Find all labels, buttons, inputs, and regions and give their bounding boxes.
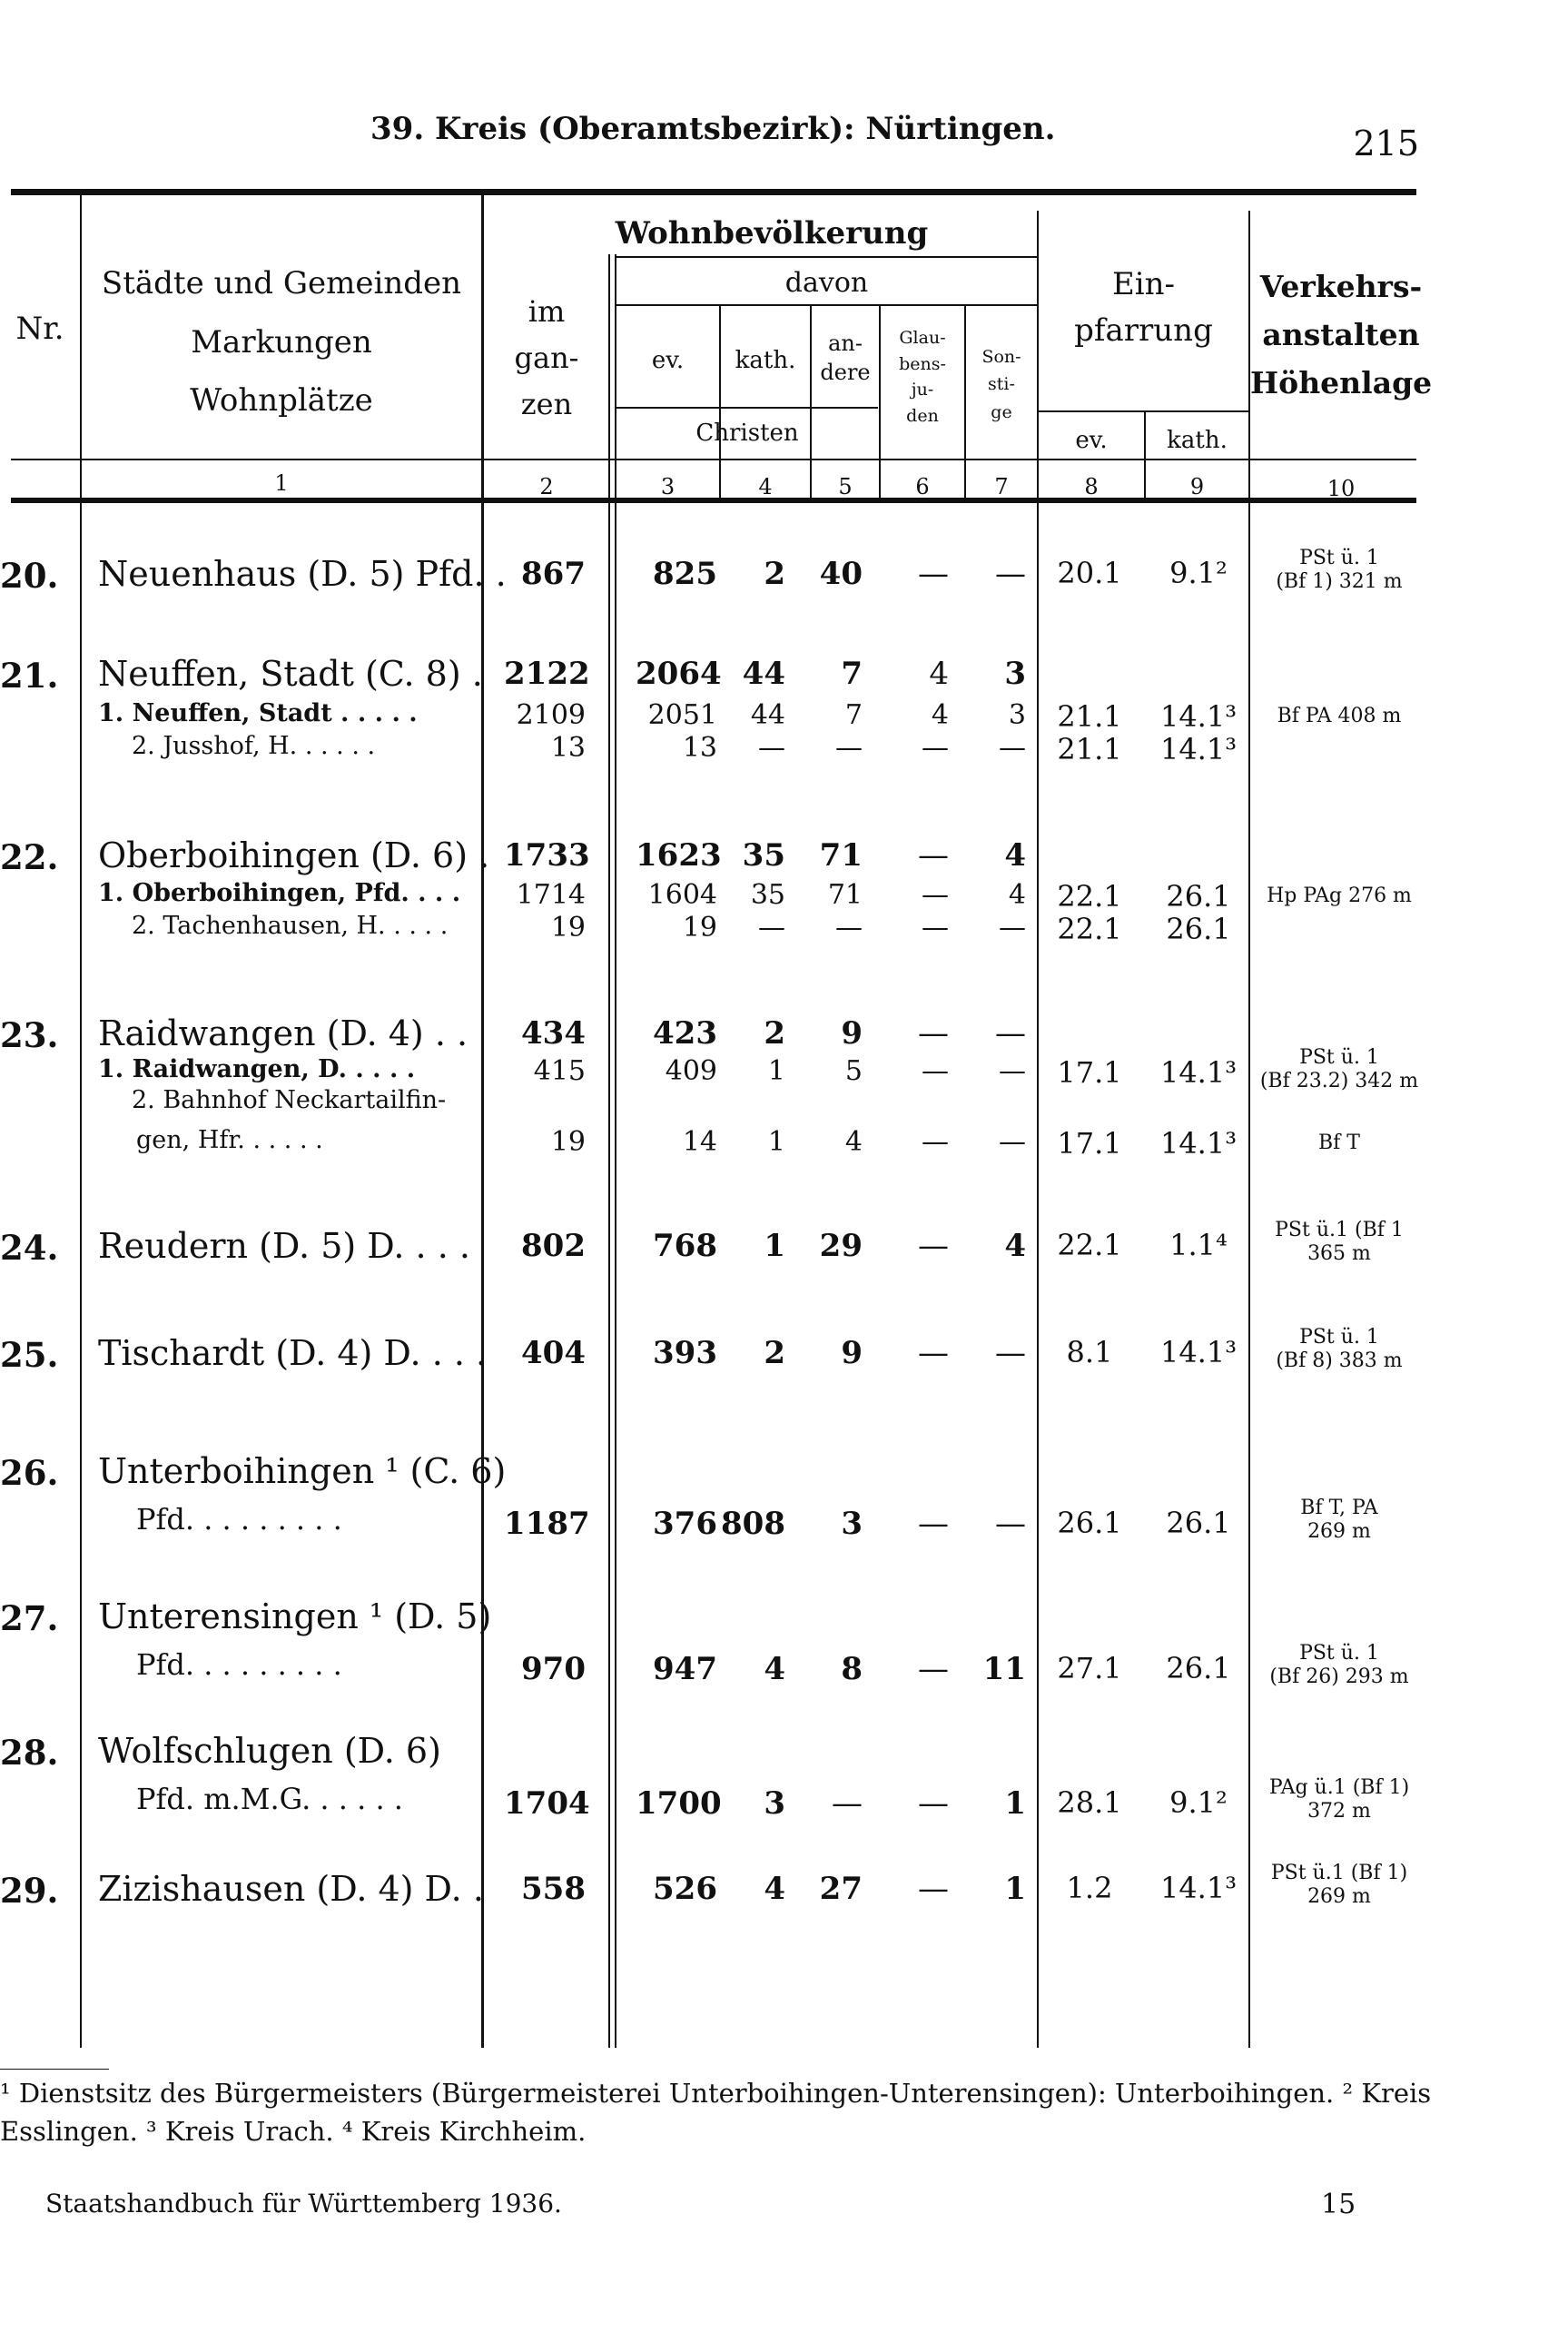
cell-kath: 1 — [767, 1126, 785, 1158]
cell-juden: — — [918, 1015, 949, 1052]
traffic-line: Hp PAg 276 m — [1267, 884, 1412, 907]
footer-source: Staatshandbuch für Württemberg 1936. — [45, 2189, 562, 2219]
cell-traffic — [1257, 1642, 1421, 1690]
header-einpfarrung — [1039, 262, 1248, 354]
cell-ev: 768 — [653, 1228, 717, 1264]
header-verkehr — [1250, 263, 1432, 407]
cell-juden: — — [918, 837, 949, 874]
cell-total: 802 — [521, 1228, 586, 1264]
header-places — [82, 254, 481, 430]
place-name: Zizishausen (D. 4) D. . — [98, 1869, 484, 1909]
cell-pf-kath: 26.1 — [1166, 879, 1231, 914]
cell-sonst: — — [995, 1335, 1026, 1371]
row-number: 29. — [0, 1871, 59, 1911]
cell-traffic — [1257, 1862, 1421, 1910]
cell-pf-kath: 26.1 — [1166, 1651, 1231, 1685]
cell-kath: 2 — [764, 1015, 785, 1052]
header-places-line: Wohnplätze — [190, 382, 373, 420]
header-total-line: zen — [520, 387, 573, 422]
header-andere — [812, 329, 879, 388]
cell-andere: 7 — [841, 656, 863, 692]
cell-pf-ev: 22.1 — [1057, 912, 1122, 946]
cell-kath: 2 — [764, 1335, 785, 1371]
cell-total: 970 — [521, 1651, 586, 1687]
cell-sonst: 1 — [1004, 1871, 1026, 1907]
footer-sheet: 15 — [1321, 2189, 1356, 2220]
colnum: 6 — [915, 474, 930, 499]
cell-traffic — [1257, 705, 1421, 728]
cell-pf-kath: 14.1³ — [1159, 1871, 1238, 1905]
colnum: 7 — [994, 474, 1009, 499]
traffic-line: 269 m — [1307, 1520, 1371, 1544]
header-juden-line: ju- — [911, 380, 934, 400]
rule-davon-sub — [615, 304, 1037, 306]
cell-andere: 9 — [841, 1335, 863, 1371]
header-andere-line: dere — [820, 360, 871, 386]
col-divider — [481, 195, 484, 2048]
cell-juden: — — [918, 1335, 949, 1371]
cell-andere: 27 — [819, 1871, 863, 1907]
place-name: Tischardt (D. 4) D. . . . — [98, 1333, 488, 1373]
rule-davon — [615, 256, 1037, 258]
cell-pf-ev: 17.1 — [1057, 1055, 1122, 1090]
place-name-cont: Pfd. . . . . . . . . — [136, 1647, 342, 1682]
traffic-line: PSt ü. 1 — [1299, 1326, 1379, 1349]
footnote-line: Esslingen. ³ Kreis Urach. ⁴ Kreis Kirchheim. — [0, 2116, 587, 2147]
traffic-line: PAg ü.1 (Bf 1) — [1268, 1776, 1410, 1799]
page-title: 39. Kreis (Oberamtsbezirk): Nürtingen. — [370, 111, 1056, 147]
place-name: Neuenhaus (D. 5) Pfd. . — [98, 554, 507, 594]
cell-pf-kath: 9.1² — [1169, 556, 1228, 590]
header-einpf-ev: ev. — [1075, 427, 1108, 454]
place-name: 2. Tachenhausen, H. . . . . — [132, 912, 449, 940]
cell-kath: 1 — [764, 1228, 785, 1264]
cell-kath: 4 — [764, 1651, 785, 1687]
cell-traffic — [1257, 547, 1421, 595]
cell-andere: 5 — [844, 1055, 863, 1087]
row-number: 20. — [0, 556, 59, 596]
cell-pf-ev: 21.1 — [1057, 732, 1122, 766]
cell-ev: 409 — [665, 1055, 717, 1087]
cell-total: 415 — [533, 1055, 586, 1087]
cell-juden: — — [918, 556, 949, 592]
traffic-line: Bf T — [1318, 1132, 1360, 1154]
header-verkehr-line: anstalten — [1262, 316, 1420, 352]
cell-sonst: — — [999, 732, 1026, 764]
cell-kath: 1 — [767, 1055, 785, 1087]
traffic-line: (Bf 8) 383 m — [1276, 1349, 1403, 1373]
place-name: Reudern (D. 5) D. . . . — [98, 1226, 470, 1266]
row-number: 22. — [0, 837, 59, 877]
cell-juden: — — [918, 1506, 949, 1542]
cell-pf-kath: 14.1³ — [1159, 1126, 1238, 1161]
cell-juden: — — [922, 912, 949, 944]
cell-sonst: 4 — [1004, 837, 1026, 874]
cell-kath: 44 — [750, 699, 785, 731]
rule-einpfarrung — [1037, 410, 1248, 412]
cell-juden: — — [922, 1126, 949, 1158]
cell-pf-kath: 26.1 — [1166, 912, 1231, 946]
colnum: 10 — [1326, 476, 1356, 501]
cell-pf-ev: 28.1 — [1057, 1785, 1122, 1820]
cell-sonst: — — [995, 556, 1026, 592]
header-einpfarrung-line: Ein- — [1111, 266, 1176, 302]
cell-sonst: 3 — [1008, 699, 1026, 731]
cell-ev: 1623 — [636, 837, 722, 874]
cell-ev: 2064 — [636, 656, 722, 692]
footnote-rule — [0, 2069, 109, 2070]
cell-pf-kath: 14.1³ — [1159, 1335, 1238, 1369]
colnum: 8 — [1084, 474, 1099, 499]
cell-andere: — — [832, 1785, 863, 1822]
traffic-line: PSt ü.1 (Bf 1 — [1275, 1219, 1404, 1241]
place-name: 2. Bahnhof Neckartailfin- — [132, 1086, 447, 1114]
cell-total: 19 — [550, 912, 586, 944]
cell-pf-ev: 22.1 — [1057, 1228, 1122, 1262]
colnum: 1 — [274, 470, 289, 496]
cell-kath: 3 — [764, 1785, 785, 1822]
header-sonstige-line: Son- — [981, 347, 1021, 367]
place-name: Neuffen, Stadt (C. 8) . — [98, 654, 483, 694]
cell-sonst: 4 — [1008, 879, 1026, 911]
place-name: 1. Oberboihingen, Pfd. . . . — [98, 879, 461, 907]
cell-traffic — [1257, 884, 1421, 908]
cell-juden: — — [922, 879, 949, 911]
place-name-cont: gen, Hfr. . . . . . — [136, 1126, 323, 1154]
cell-juden: 4 — [929, 656, 949, 692]
cell-pf-kath: 14.1³ — [1159, 732, 1238, 766]
place-name: 1. Raidwangen, D. . . . . — [98, 1055, 416, 1083]
cell-total: 404 — [521, 1335, 586, 1371]
row-number: 21. — [0, 656, 59, 696]
traffic-line: 372 m — [1307, 1800, 1371, 1823]
cell-andere: 40 — [819, 556, 863, 592]
cell-pf-ev: 22.1 — [1057, 879, 1122, 914]
col-divider — [719, 304, 721, 499]
cell-kath: 4 — [764, 1871, 785, 1907]
header-juden-line: Glau- — [899, 328, 946, 348]
cell-sonst: — — [999, 1055, 1026, 1087]
row-number: 23. — [0, 1015, 59, 1055]
cell-ev: 1604 — [647, 879, 717, 911]
cell-andere: — — [835, 732, 863, 764]
cell-andere: 71 — [827, 879, 863, 911]
top-rule — [11, 189, 1416, 195]
cell-juden: 4 — [931, 699, 949, 731]
cell-traffic — [1257, 1497, 1421, 1545]
header-total-line: im — [528, 294, 566, 329]
cell-pf-ev: 21.1 — [1057, 699, 1122, 734]
cell-ev: 393 — [653, 1335, 717, 1371]
header-christen: Christen — [695, 420, 799, 447]
header-places-line: Markungen — [191, 323, 372, 361]
header-total — [485, 289, 608, 429]
cell-traffic — [1257, 1132, 1421, 1155]
header-verkehr-line: Höhenlage — [1250, 364, 1433, 400]
cell-kath: — — [758, 732, 785, 764]
cell-juden: — — [918, 1651, 949, 1687]
cell-pf-kath: 26.1 — [1166, 1506, 1231, 1540]
cell-total: 13 — [550, 732, 586, 764]
cell-sonst: — — [995, 1506, 1026, 1542]
cell-juden: — — [922, 732, 949, 764]
header-kath: kath. — [735, 347, 796, 374]
cell-total: 1704 — [504, 1785, 590, 1822]
cell-andere: 71 — [819, 837, 863, 874]
colnum: 9 — [1189, 474, 1205, 499]
colnum: 4 — [758, 474, 773, 499]
cell-ev: 423 — [653, 1015, 717, 1052]
place-name: Wolfschlugen (D. 6) — [98, 1731, 441, 1771]
cell-traffic — [1257, 1046, 1421, 1094]
col-divider — [608, 254, 610, 2048]
cell-sonst: 3 — [1004, 656, 1026, 692]
cell-pf-kath: 14.1³ — [1159, 699, 1238, 734]
traffic-line: Bf PA 408 m — [1277, 705, 1402, 727]
cell-pf-kath: 9.1² — [1169, 1785, 1228, 1820]
cell-sonst: — — [995, 1015, 1026, 1052]
cell-traffic — [1257, 1326, 1421, 1374]
cell-kath: 2 — [764, 556, 785, 592]
rule-christen — [615, 407, 878, 409]
header-sonstige-line: sti- — [988, 374, 1015, 395]
cell-andere: 9 — [841, 1015, 863, 1052]
traffic-line: 365 m — [1307, 1242, 1371, 1266]
header-einpfarrung-line: pfarrung — [1074, 312, 1213, 349]
cell-ev: 376 — [653, 1506, 717, 1542]
header-glaubensjuden — [881, 325, 964, 429]
row-number: 24. — [0, 1228, 59, 1268]
traffic-line: 269 m — [1307, 1885, 1371, 1909]
header-places-line: Städte und Gemeinden — [101, 265, 462, 301]
traffic-line: PSt ü. 1 — [1299, 1046, 1379, 1069]
cell-total: 558 — [521, 1871, 586, 1907]
cell-sonst: 1 — [1004, 1785, 1026, 1822]
row-number: 25. — [0, 1335, 59, 1375]
cell-andere: 7 — [844, 699, 863, 731]
place-name: 1. Neuffen, Stadt . . . . . — [98, 699, 418, 727]
colnum: 3 — [660, 474, 676, 499]
header-einpf-kath: kath. — [1167, 427, 1228, 454]
cell-total: 19 — [550, 1126, 586, 1158]
row-number: 26. — [0, 1453, 59, 1493]
traffic-line: PSt ü. 1 — [1299, 547, 1379, 569]
cell-andere: 29 — [819, 1228, 863, 1264]
cell-andere: 4 — [844, 1126, 863, 1158]
cell-pf-kath: 1.1⁴ — [1169, 1228, 1228, 1262]
cell-sonst: 11 — [982, 1651, 1026, 1687]
cell-juden: — — [918, 1228, 949, 1264]
page-number: 215 — [1353, 124, 1419, 163]
place-name: 2. Jusshof, H. . . . . . — [132, 732, 376, 760]
cell-pf-ev: 8.1 — [1066, 1335, 1113, 1369]
header-sonstige-line: ge — [991, 401, 1012, 422]
traffic-line: PSt ü.1 (Bf 1) — [1270, 1862, 1408, 1884]
cell-kath: — — [758, 912, 785, 944]
cell-total: 2122 — [504, 656, 590, 692]
cell-ev: 2051 — [647, 699, 717, 731]
cell-andere: 8 — [841, 1651, 863, 1687]
header-rule — [11, 459, 1416, 460]
header-davon: davon — [784, 267, 869, 299]
col-divider — [615, 254, 616, 2048]
header-juden-line: bens- — [899, 353, 946, 374]
cell-sonst: — — [999, 912, 1026, 944]
cell-total: 434 — [521, 1015, 586, 1052]
row-number: 28. — [0, 1733, 59, 1773]
place-name: Raidwangen (D. 4) . . — [98, 1013, 468, 1053]
cell-juden: — — [922, 1055, 949, 1087]
traffic-line: (Bf 1) 321 m — [1276, 570, 1403, 594]
cell-pf-ev: 26.1 — [1057, 1506, 1122, 1540]
cell-andere: 3 — [841, 1506, 863, 1542]
cell-pf-ev: 1.2 — [1066, 1871, 1113, 1905]
place-name-cont: Pfd. . . . . . . . . — [136, 1502, 342, 1537]
cell-traffic — [1257, 1776, 1421, 1824]
cell-juden: — — [918, 1871, 949, 1907]
cell-kath: 35 — [750, 879, 785, 911]
colnum: 2 — [539, 474, 554, 499]
footnote-line: ¹ Dienstsitz des Bürgermeisters (Bürgermeisterei Unterboihingen-Unterensingen): Unterboihingen. ² Kreis — [0, 2078, 1432, 2109]
cell-ev: 526 — [653, 1871, 717, 1907]
cell-pf-ev: 20.1 — [1057, 556, 1122, 590]
place-name-cont: Pfd. m.M.G. . . . . . — [136, 1782, 403, 1816]
cell-total: 867 — [521, 556, 586, 592]
place-name: Unterensingen ¹ (D. 5) — [98, 1596, 492, 1636]
place-name: Oberboihingen (D. 6) . — [98, 835, 490, 875]
cell-total: 1187 — [504, 1506, 590, 1542]
cell-sonst: — — [999, 1126, 1026, 1158]
traffic-line: (Bf 23.2) 342 m — [1259, 1070, 1419, 1093]
cell-total: 1733 — [504, 837, 590, 874]
cell-pf-kath: 14.1³ — [1159, 1055, 1238, 1090]
header-nr: Nr. — [15, 311, 64, 347]
cell-kath: 44 — [742, 656, 785, 692]
cell-pf-ev: 17.1 — [1057, 1126, 1122, 1161]
cell-traffic — [1257, 1219, 1421, 1267]
place-name: Unterboihingen ¹ (C. 6) — [98, 1451, 507, 1491]
cell-ev: 1700 — [636, 1785, 722, 1822]
cell-andere: — — [835, 912, 863, 944]
header-juden-line: den — [906, 405, 939, 426]
cell-ev: 947 — [653, 1651, 717, 1687]
traffic-line: Bf T, PA — [1300, 1497, 1378, 1519]
cell-pf-ev: 27.1 — [1057, 1651, 1122, 1685]
cell-ev: 13 — [682, 732, 717, 764]
traffic-line: (Bf 26) 293 m — [1269, 1665, 1409, 1689]
header-ev: ev. — [651, 347, 685, 374]
cell-total: 2109 — [516, 699, 586, 731]
cell-kath: 808 — [721, 1506, 785, 1542]
cell-sonst: 4 — [1004, 1228, 1026, 1264]
header-sonstige — [966, 343, 1037, 426]
cell-kath: 35 — [742, 837, 785, 874]
cell-ev: 14 — [682, 1126, 717, 1158]
cell-total: 1714 — [516, 879, 586, 911]
header-verkehr-line: Verkehrs- — [1259, 269, 1423, 304]
row-number: 27. — [0, 1598, 59, 1638]
cell-ev: 19 — [682, 912, 717, 944]
colnum: 5 — [838, 474, 853, 499]
header-total-line: gan- — [514, 341, 579, 376]
header-population: Wohnbevölkerung — [615, 215, 929, 252]
cell-ev: 825 — [653, 556, 717, 592]
traffic-line: PSt ü. 1 — [1299, 1642, 1379, 1665]
header-andere-line: an- — [828, 331, 863, 356]
cell-juden: — — [918, 1785, 949, 1822]
